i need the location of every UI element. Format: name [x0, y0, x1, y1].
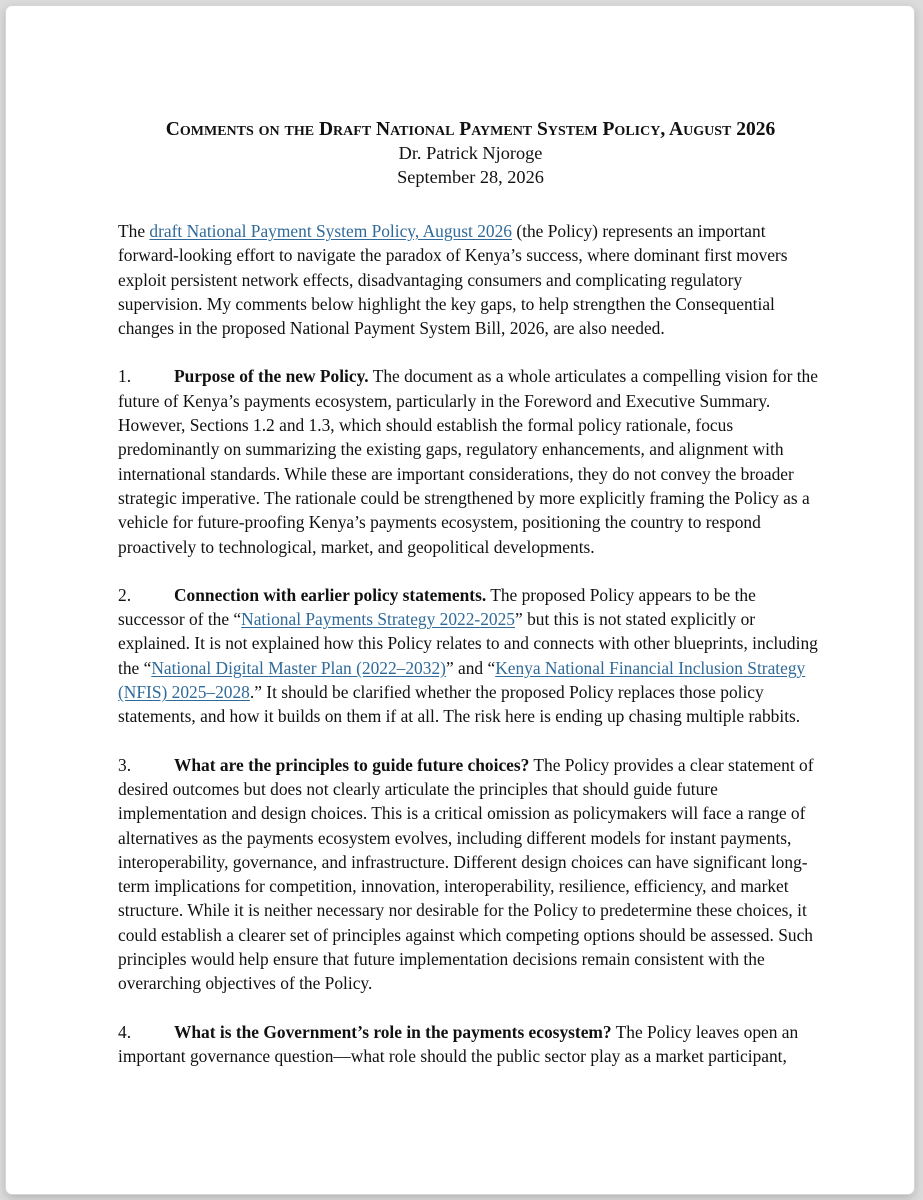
payments-strategy-link[interactable]: National Payments Strategy 2022-2025	[241, 609, 516, 630]
item-heading: What are the principles to guide future choices?	[174, 754, 530, 775]
item-text: The Policy leaves open an important governance question—what role should the public sector play as a market participant,	[118, 1021, 799, 1066]
item-heading: What is the Government’s role in the payments ecosystem?	[174, 1021, 612, 1042]
item-number: 2.	[118, 584, 132, 605]
item-text: The Policy provides a clear statement of desired outcomes but does not clearly articulate the principles that should guide future implementation and design choices. This is a critical omission as policymakers will face a range of alternatives as the payments ecosystem evolves, including different models for instant payments, interoperability, governance, and infrastructure. Different design choices can have significant long-term implications for competition, innovation, interoperability, resilience, efficiency, and market structure. While it is neither necessary nor desirable for the Policy to predetermine these choices, it could establish a clearer set of principles against which competing options should be assessed. Such principles would help ensure that future implementation decisions remain consistent with the overarching objectives of the Policy.	[118, 754, 814, 994]
item-text: ” but this is not stated explicitly or explained. It is not explained how this Policy relates to and connects with other blueprints, including the “	[118, 609, 818, 678]
item-text: The document as a whole articulates a compelling vision for the future of Kenya’s payments ecosystem, particularly in the Foreword and Executive Summary. However, Sections 1.2 and 1.3, which should establish the formal policy rationale, focus predominantly on summarizing the existing gaps, regulatory enhancements, and alignment with international standards. While these are important considerations, they do not convey the broader strategic imperative. The rationale could be strengthened by more explicitly framing the Policy as a vehicle for future-proofing Kenya’s payments ecosystem, positioning the country to respond proactively to technological, market, and geopolitical developments.	[118, 366, 818, 557]
item-text: .” It should be clarified whether the proposed Policy replaces those policy statements, and how it builds on them if at all. The risk here is ending up chasing multiple rabbits.	[118, 682, 801, 727]
comment-item-4	[118, 1020, 823, 1069]
comment-item-1	[118, 364, 823, 558]
item-number: 3.	[118, 754, 132, 775]
policy-link[interactable]: draft National Payment System Policy, August 2026	[149, 221, 512, 241]
item-text: The proposed Policy appears to be the successor of the “	[118, 584, 756, 630]
intro-paragraph	[118, 219, 823, 340]
document-title: Comments on the Draft National Payment System Policy, August 2026	[165, 119, 776, 140]
comment-item-3	[118, 753, 823, 996]
digital-master-plan-link[interactable]: National Digital Master Plan (2022–2032)	[151, 657, 446, 678]
document-date: September 28, 2026	[397, 166, 544, 187]
financial-inclusion-strategy-link[interactable]: Kenya National Financial Inclusion Strategy (NFIS) 2025–2028	[118, 657, 806, 703]
comment-item-2	[118, 583, 823, 729]
document-page	[6, 6, 914, 1194]
document-author: Dr. Patrick Njoroge	[398, 143, 543, 163]
item-heading: Connection with earlier policy statements.	[174, 584, 487, 605]
item-heading: Purpose of the new Policy.	[174, 366, 369, 387]
item-number: 4.	[118, 1021, 132, 1042]
document-body	[118, 118, 823, 1068]
item-number: 1.	[118, 366, 132, 387]
intro-text-1: The	[118, 221, 150, 241]
item-text: ” and “	[445, 657, 496, 678]
intro-text-2: (the Policy) represents an important forward-looking effort to navigate the paradox of Kenya’s success, where dominant first movers exploit persistent network effects, disadvantaging consumers and complicating regulatory supervision. My comments below highlight the key gaps, to help strengthen the Consequential changes in the proposed National Payment System Bill, 2026, are also needed.	[118, 221, 788, 339]
